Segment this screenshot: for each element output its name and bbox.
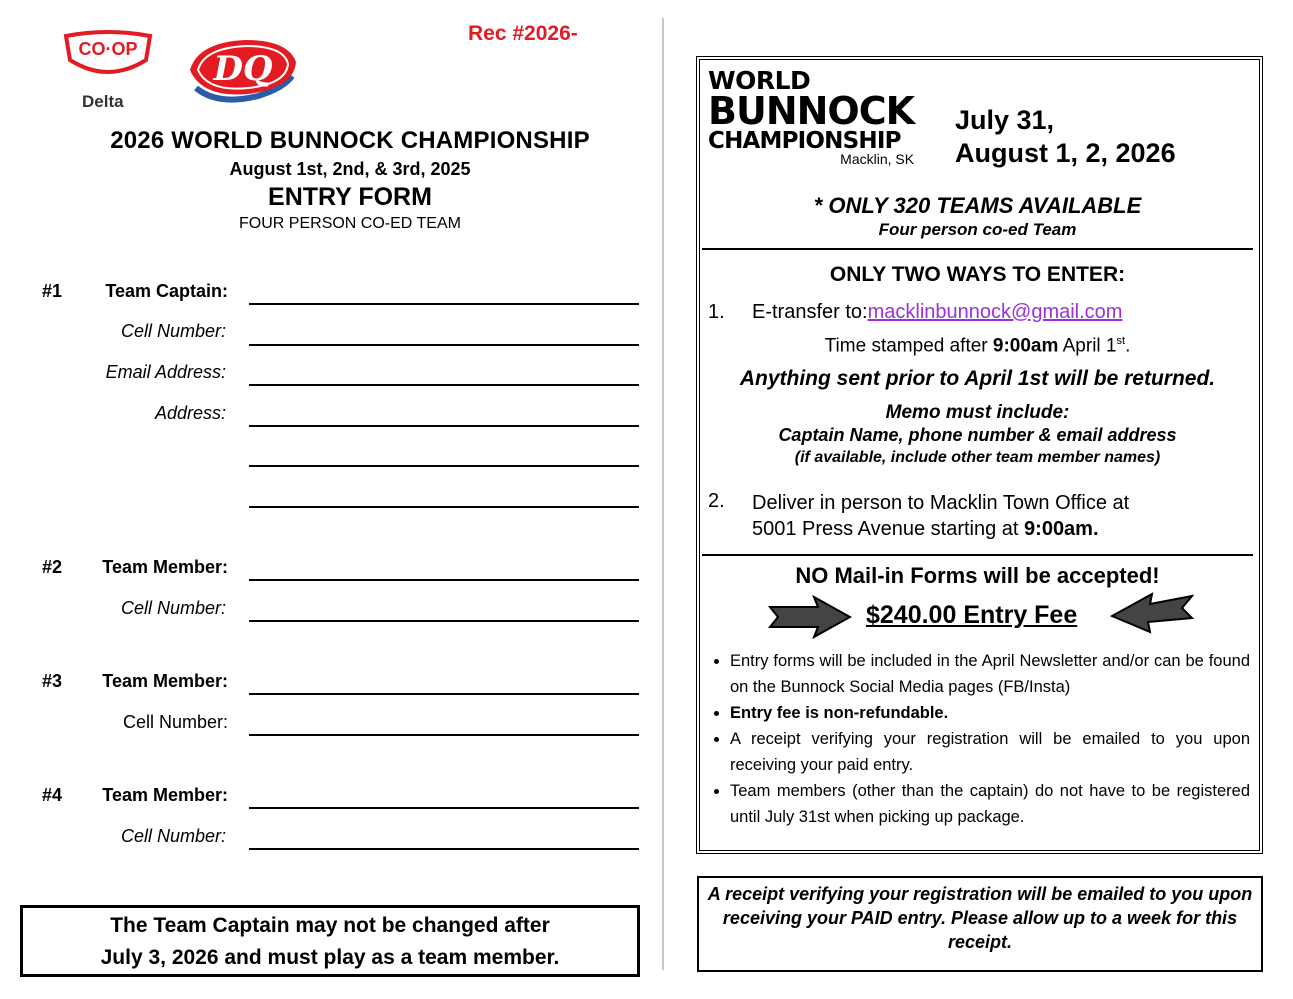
captain-notice-line2: July 3, 2026 and must play as a team member. bbox=[100, 946, 560, 969]
captain-notice-line1: The Team Captain may not be changed after bbox=[110, 914, 550, 937]
address-label: Address: bbox=[154, 403, 226, 423]
timestamp-sup: st bbox=[1116, 335, 1126, 347]
info-bullets bbox=[708, 648, 1250, 830]
logo-bunnock: BUNNOCK bbox=[708, 89, 915, 133]
bullet-item: • Team members (other than the captain) do not have to be registered until July 31st when picking up package. bbox=[730, 778, 1250, 830]
receipt-number: Rec #2026- bbox=[468, 22, 578, 45]
way2-delivery bbox=[752, 490, 1129, 542]
dq-logo bbox=[188, 36, 300, 108]
svg-text:CO·OP: CO·OP bbox=[78, 39, 138, 59]
coop-logo bbox=[62, 30, 154, 80]
bullet-item: • A receipt verifying your registration will be emailed to you upon receiving your paid entry. bbox=[730, 726, 1250, 778]
team-member-label: Team Member: bbox=[102, 671, 228, 691]
way2-line2-time: 9:00am. bbox=[1024, 518, 1099, 540]
captain-email-field[interactable] bbox=[249, 384, 639, 386]
timestamp-pre: Time stamped after bbox=[824, 335, 993, 357]
arrow-left-icon bbox=[1110, 590, 1194, 634]
way1-number: 1. bbox=[708, 301, 725, 323]
teams-available: * ONLY 320 TEAMS AVAILABLE bbox=[813, 193, 1142, 218]
team-captain-field[interactable] bbox=[249, 303, 639, 305]
form-title: 2026 WORLD BUNNOCK CHAMPIONSHIP bbox=[110, 127, 590, 154]
email-link[interactable]: macklinbunnock@gmail.com bbox=[867, 301, 1123, 323]
captain-address-field-1[interactable] bbox=[249, 425, 639, 427]
captain-address-field-2[interactable] bbox=[249, 465, 639, 467]
team-type-right: Four person co-ed Team bbox=[878, 220, 1077, 239]
member-number: #2 bbox=[42, 557, 63, 577]
cell-number-label: Cell Number: bbox=[120, 826, 226, 846]
way2-line2-pre: 5001 Press Avenue starting at bbox=[752, 518, 1025, 540]
member3-name-field[interactable] bbox=[249, 693, 639, 695]
team-captain-label: Team Captain: bbox=[105, 281, 228, 301]
way1-label: E-transfer to: bbox=[752, 301, 868, 323]
logo-world: WORLD bbox=[708, 66, 811, 95]
svg-text:DQ: DQ bbox=[213, 49, 273, 89]
member3-cell-field[interactable] bbox=[249, 734, 639, 736]
member2-cell-field[interactable] bbox=[249, 620, 639, 622]
receipt-note: A receipt verifying your registration will be emailed to you upon receiving your PAID entry. Please allow up to a week for this receipt. bbox=[697, 876, 1263, 972]
way1-etransfer bbox=[752, 301, 1122, 324]
cell-number-label: Cell Number: bbox=[120, 321, 226, 341]
cell-number-label: Cell Number: bbox=[120, 598, 226, 618]
bunnock-logo bbox=[708, 68, 914, 167]
member2-name-field[interactable] bbox=[249, 579, 639, 581]
captain-address-field-3[interactable] bbox=[249, 506, 639, 508]
coop-location-label: Delta bbox=[82, 92, 124, 111]
way2-line2 bbox=[752, 516, 1129, 542]
cell-number-label: Cell Number: bbox=[122, 712, 228, 732]
tournament-dates bbox=[955, 104, 1176, 170]
bullet-item: • Entry fee is non-refundable. bbox=[730, 700, 1250, 726]
captain-notice bbox=[20, 905, 640, 977]
team-type: FOUR PERSON CO-ED TEAM bbox=[239, 215, 461, 232]
email-address-label: Email Address: bbox=[105, 362, 226, 382]
arrow-right-icon bbox=[768, 595, 852, 639]
member-number: #4 bbox=[42, 785, 63, 805]
bullet-item: • Entry forms will be included in the April Newsletter and/or can be found on the Bunnock Social Media pages (FB/Insta) bbox=[730, 648, 1250, 700]
tournament-dates-line1: July 31, bbox=[955, 105, 1055, 135]
event-dates: August 1st, 2nd, & 3rd, 2025 bbox=[229, 159, 471, 179]
prior-warning: Anything sent prior to April 1st will be returned. bbox=[739, 367, 1216, 390]
logo-championship: CHAMPIONSHIP bbox=[708, 128, 901, 154]
member4-name-field[interactable] bbox=[249, 807, 639, 809]
timestamp-note bbox=[702, 335, 1253, 357]
memo-details: Captain Name, phone number & email address bbox=[778, 425, 1177, 445]
way2-number: 2. bbox=[708, 490, 725, 512]
team-member-label: Team Member: bbox=[102, 557, 228, 577]
tournament-dates-line2: August 1, 2, 2026 bbox=[955, 138, 1176, 168]
memo-heading: Memo must include: bbox=[885, 402, 1070, 423]
captain-cell-field[interactable] bbox=[249, 344, 639, 346]
memo-optional: (if available, include other team member names) bbox=[794, 449, 1161, 466]
no-mail-notice: NO Mail-in Forms will be accepted! bbox=[795, 563, 1160, 588]
timestamp-time: 9:00am bbox=[992, 335, 1059, 357]
team-member-label: Team Member: bbox=[102, 785, 228, 805]
entry-fee: $240.00 Entry Fee bbox=[866, 601, 1078, 629]
panel-separator bbox=[702, 248, 1253, 250]
timestamp-post: April 1 bbox=[1058, 335, 1117, 357]
logo-location: Macklin, SK bbox=[840, 151, 915, 167]
ways-heading: ONLY TWO WAYS TO ENTER: bbox=[829, 263, 1126, 286]
member-number: #1 bbox=[42, 281, 63, 301]
entry-form-heading: ENTRY FORM bbox=[268, 183, 432, 211]
timestamp-end: . bbox=[1125, 335, 1131, 357]
panel-separator bbox=[702, 554, 1253, 556]
member-number: #3 bbox=[42, 671, 63, 691]
member4-cell-field[interactable] bbox=[249, 848, 639, 850]
way2-line1: Deliver in person to Macklin Town Office at bbox=[752, 492, 1130, 514]
